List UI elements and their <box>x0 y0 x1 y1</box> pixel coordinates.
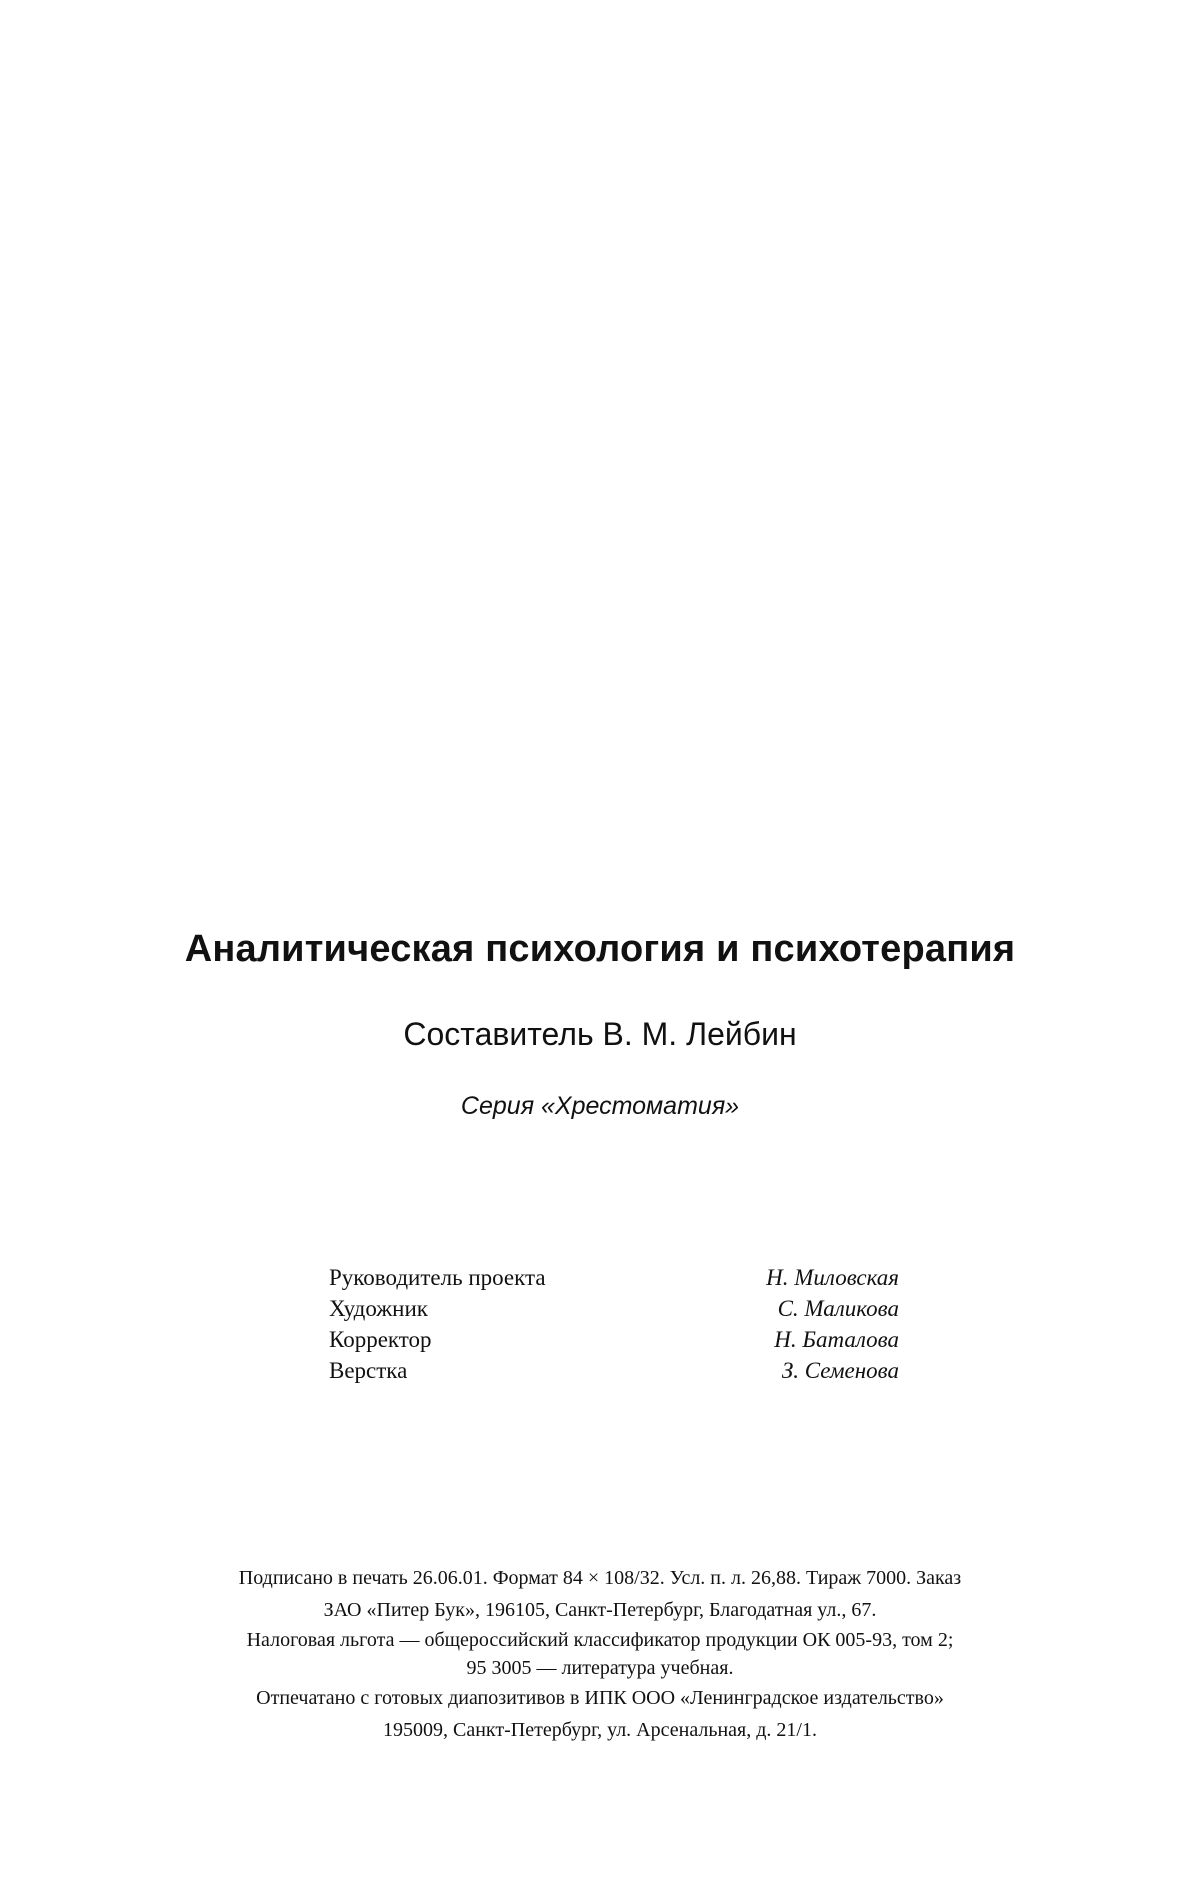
credit-name: Н. Миловская <box>766 1265 899 1290</box>
credits-list <box>329 1262 899 1386</box>
imprint-tax-benefit-cont: 95 3005 — литература учебная. <box>466 1657 734 1679</box>
credit-name: Н. Баталова <box>774 1327 899 1352</box>
imprint-block <box>140 1562 1060 1746</box>
credit-row <box>329 1324 899 1355</box>
credit-role: Руководитель проекта <box>329 1265 546 1290</box>
imprint-printer: Отпечатано с готовых диапозитивов в ИПК ООО «Ленинградское издательство» <box>256 1687 944 1709</box>
imprint-publisher-address: ЗАО «Питер Бук», 196105, Санкт-Петербург, Благодатная ул., 67. <box>323 1599 877 1621</box>
imprint-tax-benefit: Налоговая льгота — общероссийский классификатор продукции ОК 005-93, том 2; <box>246 1629 954 1651</box>
imprint-print-info: Подписано в печать 26.06.01. Формат 84 × 108/32. Усл. п. л. 26,88. Тираж 7000. Заказ <box>238 1567 962 1589</box>
series-line: Серия «Хрестоматия» <box>460 1092 740 1120</box>
credit-role: Корректор <box>329 1327 432 1352</box>
credit-row <box>329 1355 899 1386</box>
imprint-printer-address: 195009, Санкт-Петербург, ул. Арсенальная, д. 21/1. <box>383 1719 817 1741</box>
book-title: Аналитическая психология и психотерапия <box>184 928 1016 970</box>
credit-role: Верстка <box>329 1358 408 1383</box>
compiler-line: Составитель В. М. Лейбин <box>403 1016 797 1052</box>
credit-name: С. Маликова <box>777 1296 899 1321</box>
credit-name: З. Семенова <box>781 1358 899 1383</box>
credit-row <box>329 1262 899 1293</box>
credit-role: Художник <box>329 1296 428 1321</box>
credit-row <box>329 1293 899 1324</box>
